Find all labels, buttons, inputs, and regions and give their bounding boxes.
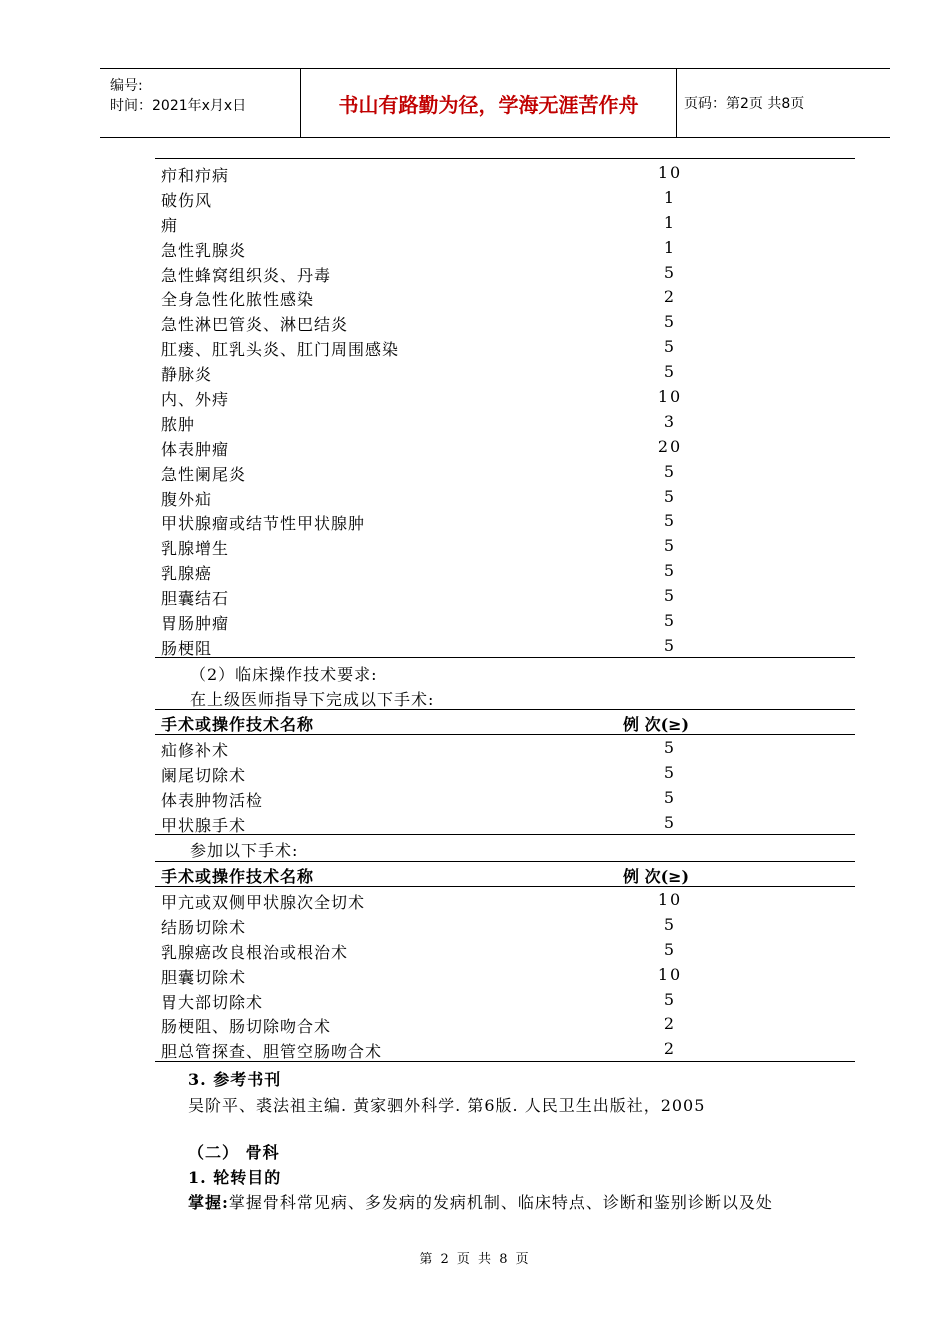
- row-name: 急性乳腺炎: [161, 240, 247, 260]
- row-count: 5: [663, 989, 677, 1009]
- row-count: 5: [663, 362, 677, 382]
- op-table-2-bottom-rule: [155, 1061, 855, 1062]
- row-count: 10: [657, 387, 683, 407]
- table-row: [155, 760, 855, 785]
- row-count: 10: [657, 964, 683, 984]
- table-row: [155, 210, 855, 235]
- table-row: [155, 785, 855, 810]
- page-footer: 第 2 页 共 8 页: [419, 1252, 531, 1267]
- row-name: 乳腺癌改良根治或根治术: [161, 942, 349, 962]
- table-row: [155, 937, 855, 962]
- row-name: 乳腺增生: [161, 539, 230, 559]
- row-name: 甲亢或双侧甲状腺次全切术: [161, 893, 366, 912]
- table-top-rule: [155, 158, 855, 159]
- row-name: 胆总管探查、胆管空肠吻合术: [161, 1042, 383, 1062]
- op-table-2-rows: [155, 887, 855, 1061]
- table-row: [155, 962, 855, 987]
- row-count: 5: [663, 738, 677, 757]
- header-count: 例 次(≥): [623, 715, 690, 734]
- table-row: [155, 334, 855, 359]
- table-row: [155, 1036, 855, 1061]
- table-row: [155, 508, 855, 533]
- master-text: 掌握骨科常见病、多发病的发病机制、临床特点、诊断和鉴别诊断以及处: [228, 1193, 773, 1212]
- ortho-goal-title: 1. 轮转目的: [188, 1168, 282, 1187]
- op-table-1-rows: [155, 735, 855, 835]
- table-row: [155, 558, 855, 583]
- table-row: [155, 384, 855, 409]
- row-name: 急性淋巴管炎、淋巴结炎: [161, 315, 349, 335]
- table-row: [155, 608, 855, 633]
- participate-label: 参加以下手术:: [190, 841, 299, 860]
- row-count: 3: [663, 411, 677, 431]
- row-name: 疝修补术: [161, 741, 230, 760]
- row-name: 胆囊切除术: [161, 967, 247, 987]
- row-count: 5: [663, 262, 677, 282]
- table-row: [155, 235, 855, 260]
- section-2-sub: 在上级医师指导下完成以下手术:: [190, 690, 435, 709]
- disease-table: [155, 160, 855, 658]
- header-name: 手术或操作技术名称: [161, 715, 315, 734]
- row-count: 5: [663, 486, 677, 506]
- header-motto-cell: [300, 69, 677, 137]
- row-name: 体表肿瘤: [161, 439, 230, 459]
- page-label: 页码：第2页 共8页: [684, 96, 805, 112]
- page-header: [100, 68, 890, 138]
- row-name: 静脉炎: [161, 365, 213, 385]
- table-row: [155, 633, 855, 658]
- row-count: 5: [663, 939, 677, 959]
- table-row: [155, 987, 855, 1012]
- row-count: 5: [663, 536, 677, 556]
- table-row: [155, 533, 855, 558]
- row-count: 5: [663, 611, 677, 631]
- row-name: 阑尾切除术: [161, 765, 247, 785]
- row-name: 胆囊结石: [161, 589, 230, 609]
- table-row: [155, 810, 855, 835]
- row-count: 1: [663, 237, 677, 257]
- row-name: 腹外疝: [161, 489, 213, 509]
- section-2-title: （2）临床操作技术要求:: [190, 665, 378, 684]
- time-label: 时间：2021年x月x日: [110, 98, 247, 114]
- row-count: 2: [663, 287, 677, 307]
- table-row: [155, 484, 855, 509]
- row-count: 5: [663, 312, 677, 332]
- row-count: 1: [663, 212, 677, 232]
- row-name: 结肠切除术: [161, 917, 247, 937]
- row-count: 5: [663, 812, 677, 832]
- header-page-cell: [676, 69, 890, 137]
- header-name: 手术或操作技术名称: [161, 867, 315, 886]
- row-name: 急性蜂窝组织炎、丹毒: [161, 265, 332, 285]
- row-count: 5: [663, 511, 677, 531]
- row-count: 5: [663, 337, 677, 357]
- table-row: [155, 1011, 855, 1036]
- op-table-1-bottom-rule: [155, 834, 855, 835]
- row-name: 破伤风: [161, 190, 213, 210]
- table-bottom-rule: [155, 657, 855, 658]
- row-count: 5: [663, 914, 677, 934]
- table-row: [155, 284, 855, 309]
- references-title: 3. 参考书刊: [188, 1070, 282, 1089]
- row-count: 1: [663, 187, 677, 207]
- ortho-title: （二） 骨科: [188, 1143, 280, 1162]
- row-name: 肛瘘、肛乳头炎、肛门周围感染: [161, 340, 400, 360]
- row-count: 5: [663, 762, 677, 782]
- table-row: [155, 160, 855, 185]
- row-count: 10: [657, 163, 683, 182]
- header-count: 例 次(≥): [623, 867, 690, 886]
- row-name: 甲状腺瘤或结节性甲状腺肿: [161, 514, 366, 534]
- row-name: 急性阑尾炎: [161, 464, 247, 484]
- ortho-master-line: [188, 1190, 773, 1213]
- op-table-2-header: [155, 861, 855, 887]
- table-row: [155, 887, 855, 912]
- row-count: 5: [663, 586, 677, 606]
- row-count: 10: [657, 890, 683, 909]
- row-name: 肠梗阻、肠切除吻合术: [161, 1017, 332, 1037]
- motto: 书山有路勤为径，学海无涯苦作舟: [338, 92, 639, 117]
- row-count: 5: [663, 787, 677, 807]
- row-name: 内、外痔: [161, 390, 230, 410]
- table-row: [155, 583, 855, 608]
- row-name: 体表肿物活检: [161, 790, 264, 810]
- row-name: 乳腺癌: [161, 564, 213, 584]
- row-count: 5: [663, 561, 677, 581]
- row-name: 胃大部切除术: [161, 992, 264, 1012]
- table-row: [155, 409, 855, 434]
- references-text: 吴阶平、裘法祖主编. 黄家驷外科学. 第6版. 人民卫生出版社，2005: [188, 1096, 706, 1115]
- table-row: [155, 185, 855, 210]
- row-name: 胃肠肿瘤: [161, 614, 230, 634]
- number-label: 编号:: [110, 78, 143, 94]
- row-count: 2: [663, 1014, 677, 1034]
- op-table-1: [155, 709, 855, 835]
- op-table-2: [155, 861, 855, 1061]
- op-table-1-header: [155, 709, 855, 735]
- table-row: [155, 735, 855, 760]
- row-count: 5: [663, 635, 677, 655]
- table-row: [155, 359, 855, 384]
- row-count: 20: [657, 436, 683, 456]
- row-name: 疖和疖病: [161, 166, 230, 185]
- row-name: 全身急性化脓性感染: [161, 290, 315, 310]
- header-meta: [100, 69, 300, 137]
- table-row: [155, 912, 855, 937]
- row-name: 肠梗阻: [161, 638, 213, 658]
- row-count: 5: [663, 461, 677, 481]
- row-name: 痈: [161, 215, 179, 235]
- row-name: 甲状腺手术: [161, 815, 247, 835]
- table-row: [155, 434, 855, 459]
- table-row: [155, 309, 855, 334]
- row-name: 脓肿: [161, 414, 196, 434]
- table-row: [155, 459, 855, 484]
- table-row: [155, 260, 855, 285]
- row-count: 2: [663, 1039, 677, 1059]
- master-label: 掌握:: [188, 1193, 229, 1212]
